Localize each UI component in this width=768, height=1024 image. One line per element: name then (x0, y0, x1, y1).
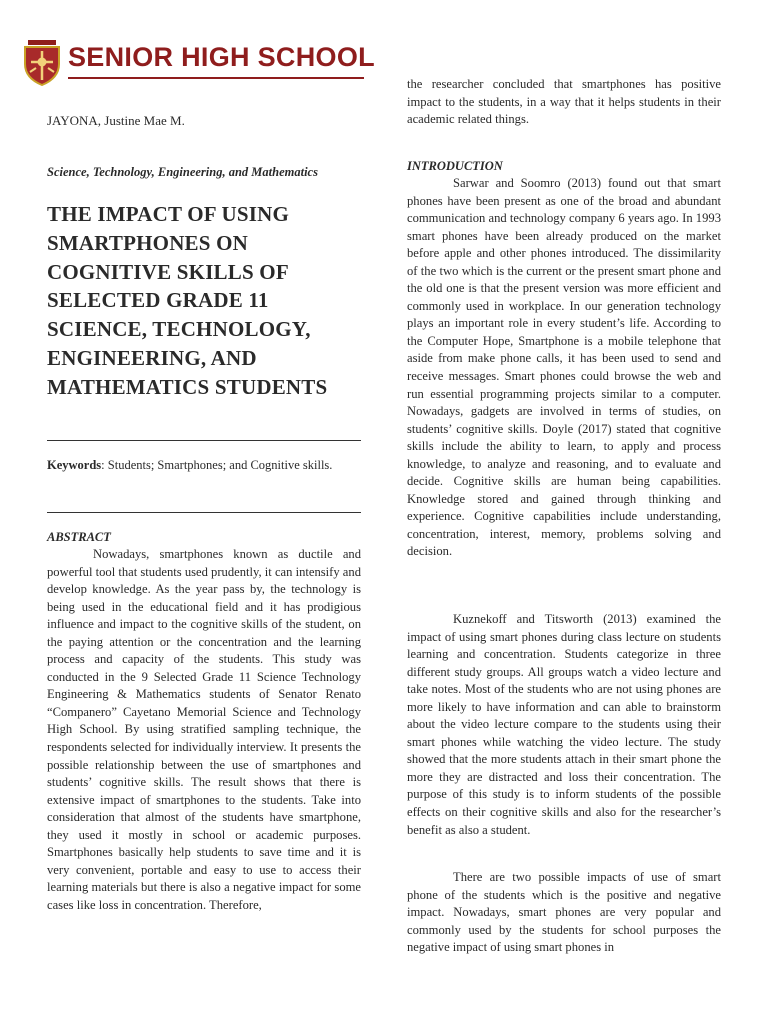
title-line: ENGINEERING, AND (47, 345, 257, 370)
title-line: SCIENCE, TECHNOLOGY, (47, 317, 311, 342)
author-name: JAYONA, Justine Mae M. (47, 113, 185, 128)
banner-underline (68, 77, 364, 79)
abstract-continuation: the researcher concluded that smartphones has positive impact to the students, in a way that it helps students in their academic related things. (407, 77, 721, 127)
divider-top (47, 440, 361, 441)
title-line: SELECTED GRADE 11 (47, 288, 269, 313)
paper-title (47, 200, 367, 402)
keywords (47, 457, 347, 473)
intro-paragraph-1: Sarwar and Soomro (2013) found out that smart phones have been present as one of the broad and abundant communication and technology company 6 years ago. In 1993 smart phones have been already produced on the market before apple and other phones introduced. The dissimilarity of the two which is the current or the present smart phone and the old one is that the present version was more efficient and commonly used in workplace. In our generation technology plays an important role in every student’s life. According to the Computer Hope, Smartphone is a mobile telephone that aside from make phone calls, it has been used to send and receive messages. Smart phones could browse the web and run essential programming projects similar to a computer. Nowadays, gadgets are involved in terms of studies, on students’ cognitive skills. Doyle (2017) stated that cognitive skills include the ability to learn, to apply and process knowledge, to analyze and reasoning, and to evaluate and decide. Cognitive skills are human being capabilities. Knowledge stored and gained through thinking and experience. Cognitive capabilities include understanding, concentration, interest, memory, problems solving and decision. (407, 176, 721, 559)
keywords-text: : Students; Smartphones; and Cognitive skills. (101, 458, 333, 472)
title-line: SMARTPHONES ON (47, 230, 248, 255)
abstract-heading: ABSTRACT (47, 530, 111, 544)
intro-paragraph-3: There are two possible impacts of use of smart phone of the students which is the positive and negative impact. Nowadays, smart phones are very popular and commonly used by the students for school purposes the negative impact of using smart phones in (407, 870, 721, 955)
intro-paragraph-2: Kuznekoff and Titsworth (2013) examined the impact of using smart phones during class lecture on students learning and concentration. Students categorize in three different study groups. All groups watch a video lecture and take notes. Most of the students who are not using phones are more likely to have information and can able to brainstorm about the video lecture compare to the students using their smart phones while watching the video lecture. The study showed that the more students attach in their smart phone the more they are distracted and loss their concentration. The purpose of this study is to inform students of the possible effects on their cognitive skills and also for the researcher’s benefit as also a student. (407, 612, 721, 837)
keywords-label: Keywords (47, 458, 102, 472)
title-line: MATHEMATICS STUDENTS (47, 374, 328, 399)
strand-label: Science, Technology, Engineering, and Mathematics (47, 165, 318, 179)
title-line: THE IMPACT OF USING (47, 202, 290, 226)
divider-bottom (47, 512, 361, 513)
school-crest-logo (22, 40, 62, 86)
school-name-banner: SENIOR HIGH SCHOOL (68, 42, 375, 72)
title-line: COGNITIVE SKILLS OF (47, 259, 289, 284)
introduction-heading: INTRODUCTION (407, 159, 503, 173)
abstract-paragraph: Nowadays, smartphones known as ductile and powerful tool that students used prudently, it can intensify and develop knowledge. As the year pass by, the technology is being used in the educational field and it has prodigious influence and impact to the cognitive skills of the student, on the paying attention or the concentration and the learning process and capacity of the students. This study was conducted in the 9 Selected Grade 11 Science Technology Engineering & Mathematics students of Senator Renato “Companero” Cayetano Memorial Science and Technology High School. By using stratified sampling technique, the respondents selected for individually interview. It presents the possible relationship between the use of smartphones and students’ cognitive skills. The result shows that there is extensive impact of smartphones to the students. Take into consideration that almost of the students have smartphone, they used it mostly in school or academic purposes. Smartphones basically help students to save time and it is very convenient, portable and easy to use to access their learning materials but there is also a negative impact for some cases like loss in concentration. Therefore, (47, 547, 361, 912)
